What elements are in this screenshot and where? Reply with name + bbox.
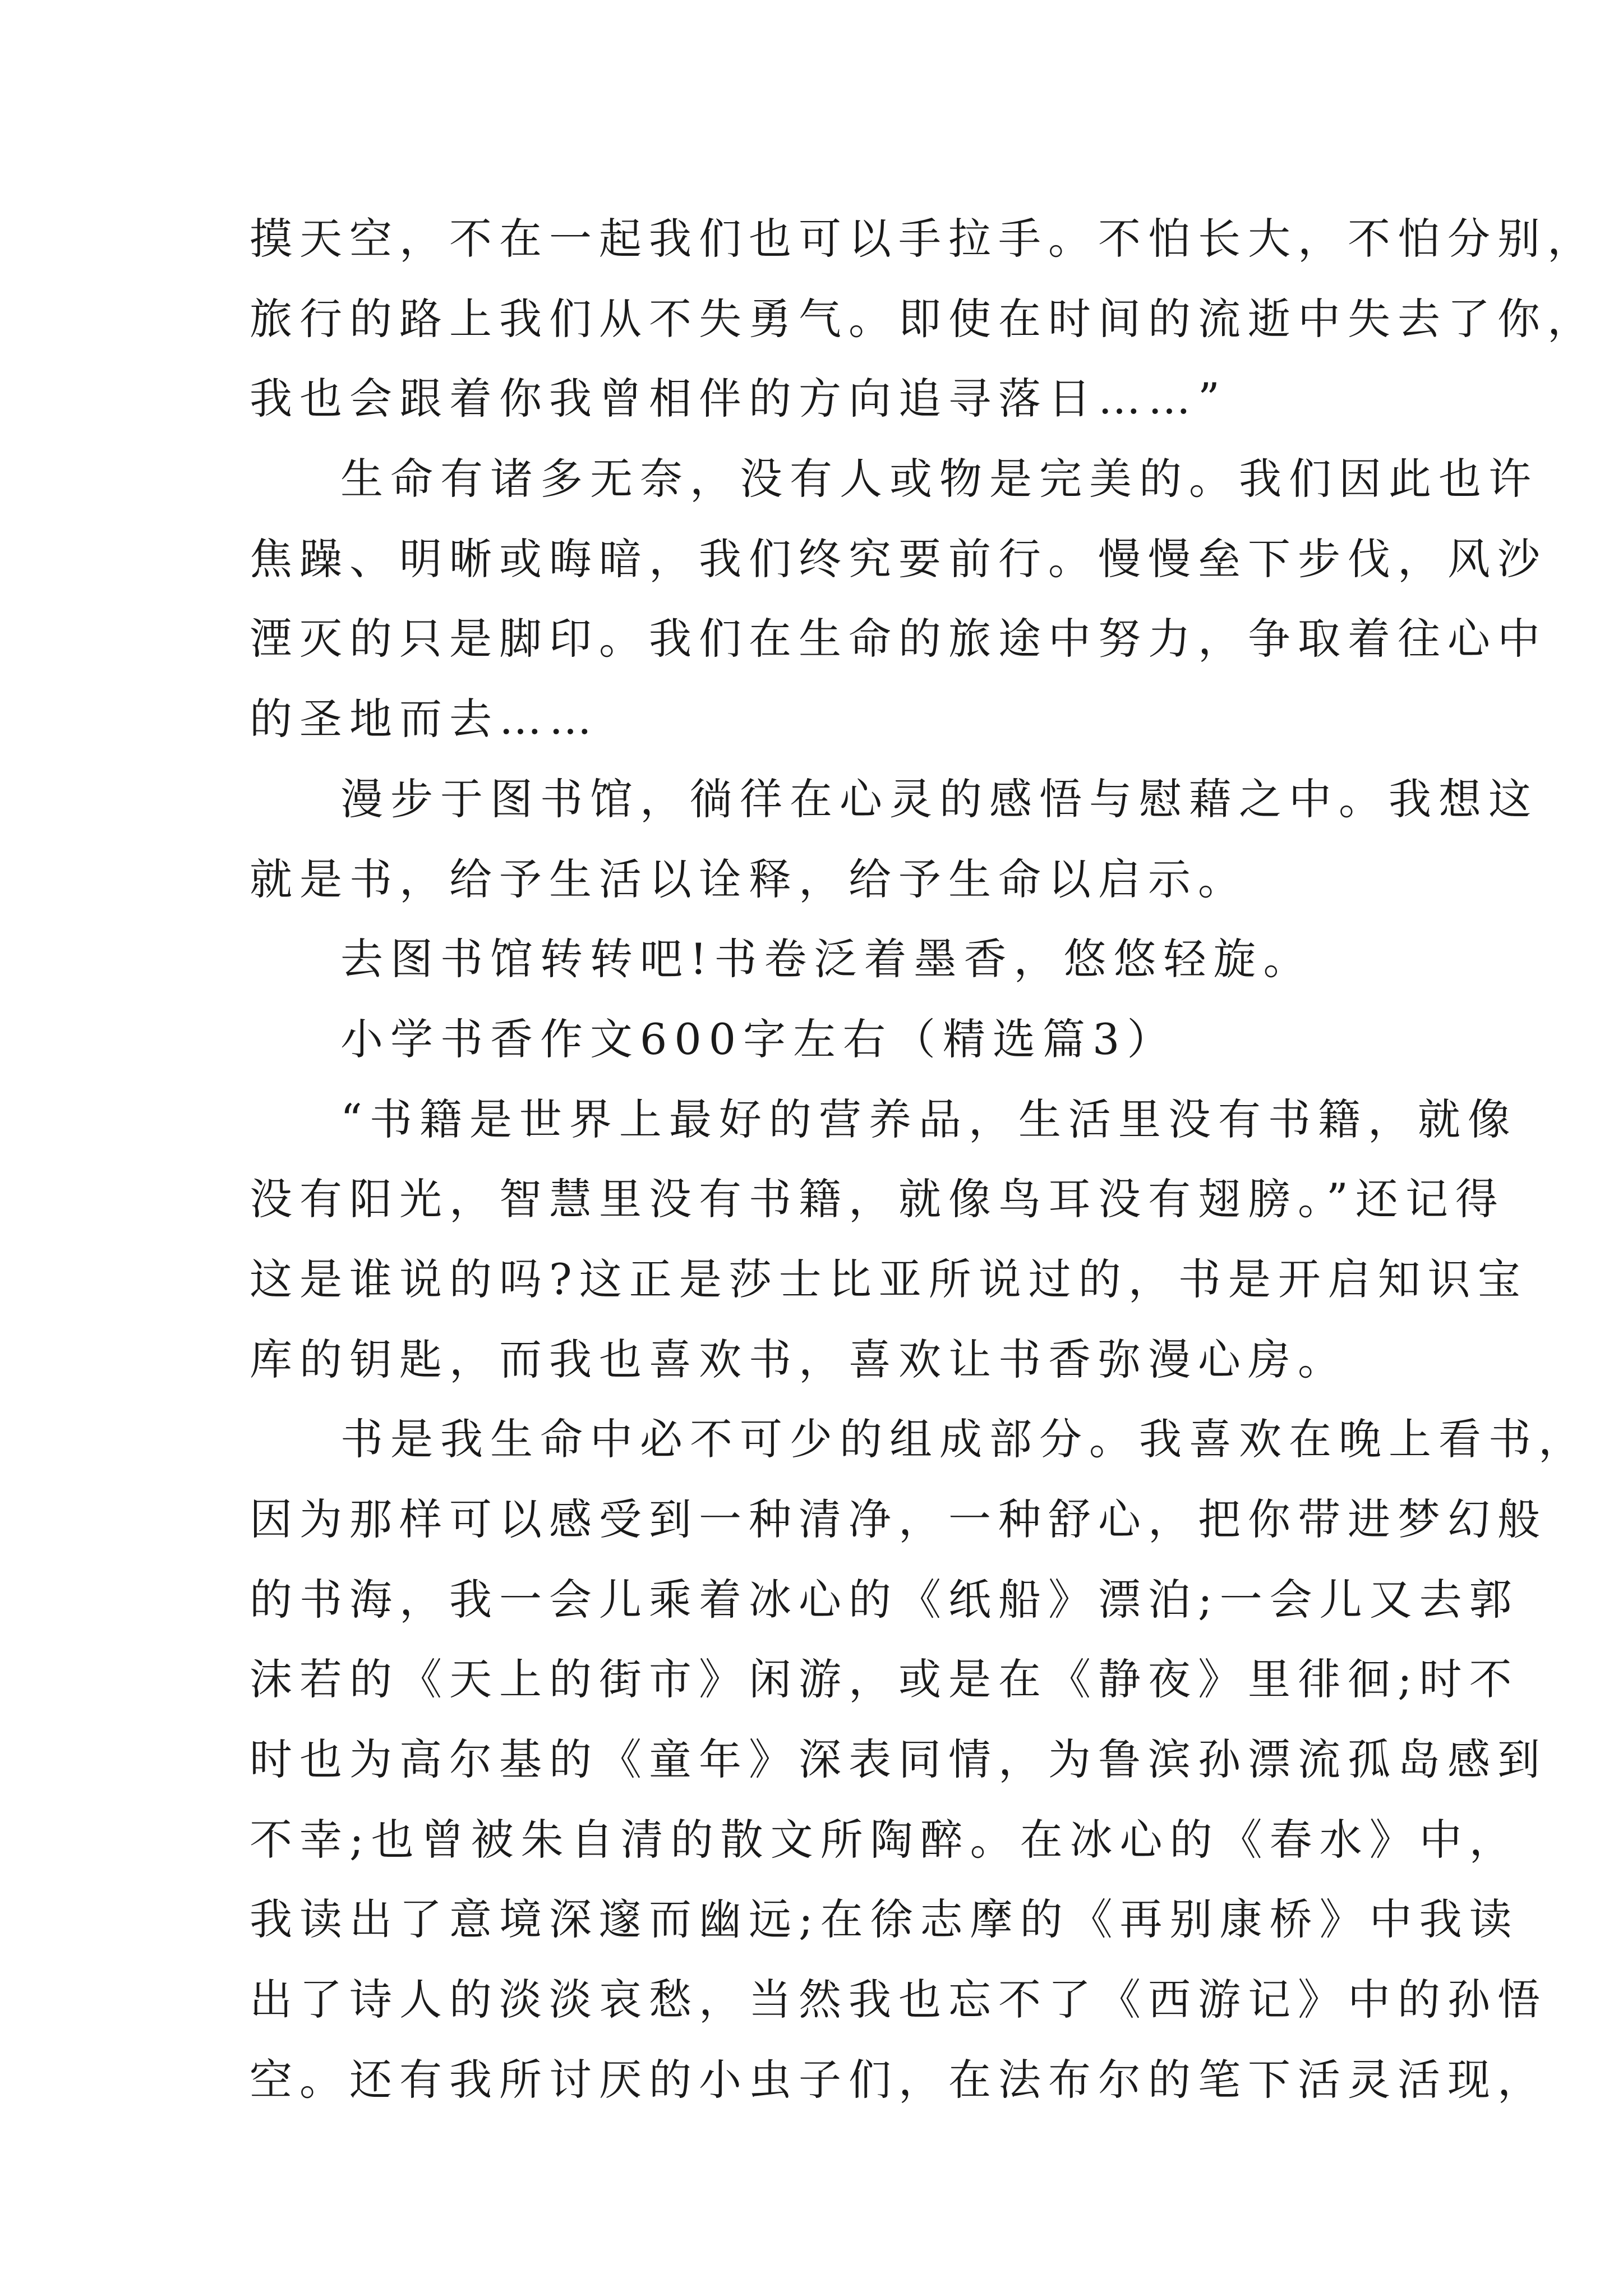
text-line: 摸天空，不在一起我们也可以手拉手。不怕长大，不怕分别， <box>250 214 1597 264</box>
text-line: 旅行的路上我们从不失勇气。即使在时间的流逝中失去了你， <box>250 293 1597 344</box>
text-line: 因为那样可以感受到一种清净，一种舒心，把你带进梦幻般 <box>250 1494 1547 1544</box>
text-line: 出了诗人的淡淡哀愁，当然我也忘不了《西游记》中的孙悟 <box>250 1975 1547 2025</box>
text-line: 没有阳光，智慧里没有书籍，就像鸟耳没有翅膀。”还记得 <box>250 1174 1505 1225</box>
text-line: 生命有诸多无奈，没有人或物是完美的。我们因此也许 <box>340 454 1538 504</box>
document-body <box>250 199 1597 2120</box>
text-line: 书是我生命中必不可少的组成部分。我喜欢在晚上看书， <box>340 1414 1588 1465</box>
text-line: 时也为高尔基的《童年》深表同情，为鲁滨孙漂流孤岛感到 <box>250 1734 1547 1785</box>
text-line: 去图书馆转转吧!书卷泛着墨香，悠悠轻旋。 <box>340 934 1313 984</box>
text-line: “书籍是世界上最好的营养品，生活里没有书籍，就像 <box>340 1094 1518 1144</box>
text-line: 我也会跟着你我曾相伴的方向追寻落日……” <box>250 374 1227 424</box>
section-heading: 小学书香作文600字左右（精选篇3） <box>340 1014 1177 1064</box>
text-line: 就是书，给予生活以诠释，给予生命以启示。 <box>250 854 1248 904</box>
text-line: 空。还有我所讨厌的小虫子们，在法布尔的笔下活灵活现， <box>250 2054 1547 2105</box>
text-line: 我读出了意境深邃而幽远;在徐志摩的《再别康桥》中我读 <box>250 1894 1519 1945</box>
text-line: 这是谁说的吗?这正是莎士比亚所说过的，书是开启知识宝 <box>250 1254 1528 1304</box>
text-line: 库的钥匙，而我也喜欢书，喜欢让书香弥漫心房。 <box>250 1334 1348 1384</box>
text-line: 湮灭的只是脚印。我们在生命的旅途中努力，争取着往心中 <box>250 614 1547 664</box>
text-line: 漫步于图书馆，徜徉在心灵的感悟与慰藉之中。我想这 <box>340 774 1538 824</box>
text-line: 沫若的《天上的街市》闲游，或是在《静夜》里徘徊;时不 <box>250 1654 1519 1705</box>
text-line: 的圣地而去…… <box>250 694 599 744</box>
text-line: 的书海，我一会儿乘着冰心的《纸船》漂泊;一会儿又去郭 <box>250 1574 1519 1625</box>
text-line: 焦躁、明晰或晦暗，我们终究要前行。慢慢垒下步伐，风沙 <box>250 533 1547 584</box>
text-line: 不幸;也曾被朱自清的散文所陶醉。在冰心的《春水》中， <box>250 1814 1519 1865</box>
